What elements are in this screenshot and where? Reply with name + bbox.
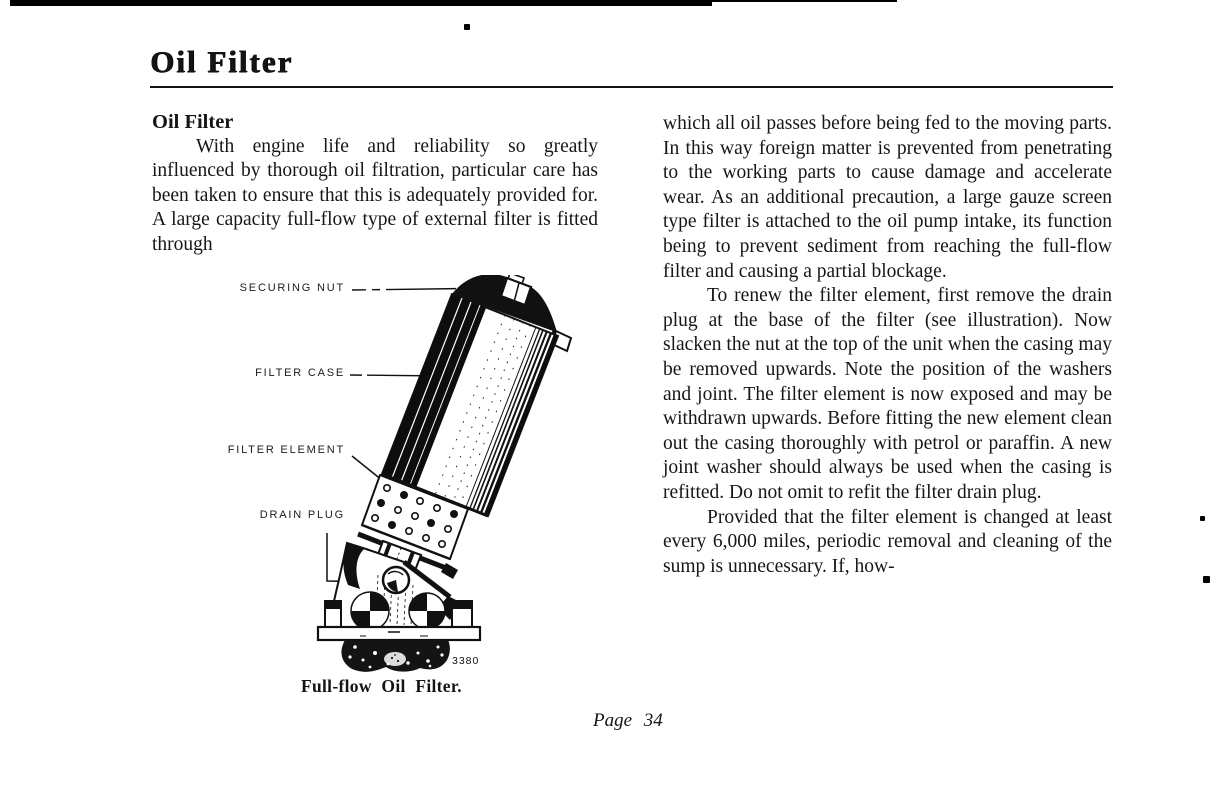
figure-label-drain-plug: DRAIN PLUG	[259, 509, 345, 521]
scan-artifact-top-line	[712, 0, 897, 2]
casting-shadow	[341, 640, 449, 672]
base-flange	[318, 627, 480, 640]
right-column	[663, 112, 1112, 579]
page-title: Oil Filter	[150, 44, 294, 79]
left-column	[152, 110, 598, 258]
base-bolt-left	[351, 592, 389, 630]
page-number: Page 34	[593, 710, 663, 731]
scan-artifact-top-bar	[10, 0, 712, 6]
body-paragraph: To renew the filter element, first remove the drain plug at the base of the filter (see illustration). Now slacken the nut at the top of the unit when the casing may be removed upwards. Note the position of the washers and joint. The filter element is now exposed and may be withdrawn upwards. Before fitting the new element clean out the casing thoroughly with petrol or paraffin. A new joint washer should always be used when the casing is refitted. Do not omit to refit the filter drain plug.	[663, 285, 1112, 503]
figure-number: 3380	[452, 655, 480, 667]
scan-artifact-speck	[464, 24, 470, 30]
figure-caption: Full-flow Oil Filter.	[301, 676, 462, 696]
body-paragraph: Provided that the filter element is changed at least every 6,000 miles, periodic removal and cleaning of the sump is unnecessary. If, how-	[663, 506, 1112, 577]
section-heading: Oil Filter	[152, 111, 234, 133]
header-rule	[150, 86, 1113, 88]
body-paragraph: With engine life and reliability so greatly influenced by thorough oil filtration, particular care has been taken to ensure that this is adequately provided for. A large capacity full-flow type of external filter is fitted through	[152, 135, 598, 255]
body-paragraph: which all oil passes before being fed to the moving parts. In this way foreign matter is prevented from penetrating to the working parts to cause damage and accelerate wear. As an additional precaution, a large gauze screen type filter is attached to the oil pump intake, its function being to prevent sediment from reaching the full-flow filter and causing a partial blockage.	[663, 113, 1112, 282]
figure-label-securing-nut: SECURING NUT	[239, 282, 345, 294]
base-bolt-right	[409, 593, 445, 629]
figure-label-filter-element: FILTER ELEMENT	[227, 444, 345, 456]
scan-artifact-speck	[1200, 516, 1205, 521]
scan-artifact-speck	[1203, 576, 1210, 583]
figure-label-filter-case: FILTER CASE	[255, 367, 345, 379]
oil-filter-illustration	[300, 275, 590, 675]
